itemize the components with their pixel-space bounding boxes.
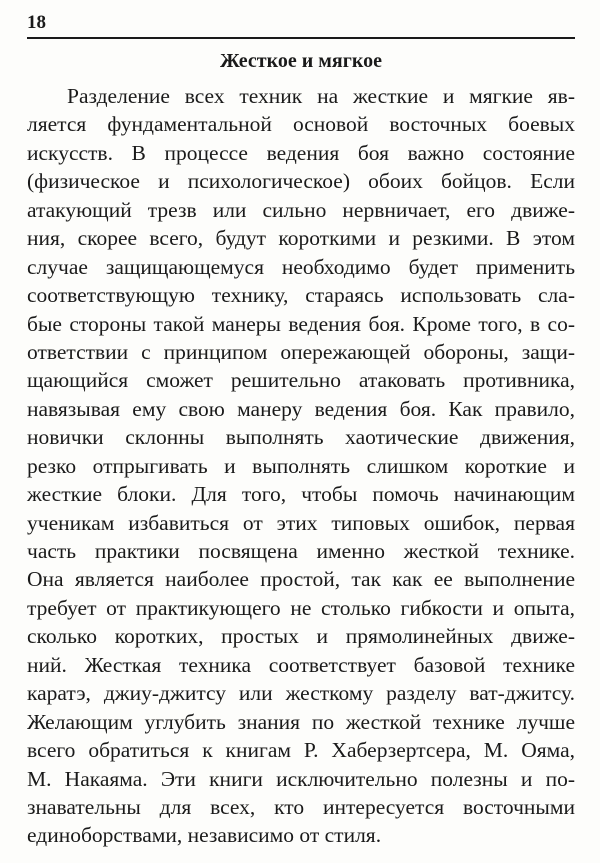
body-paragraph [27,82,575,850]
text-line: жесткие блоки. Для того, чтобы помочь начинающим [27,482,575,507]
text-line: соответствующую технику, стараясь использовать сла- [27,283,575,308]
text-line: Разделение всех техник на жесткие и мягкие яв- [67,84,575,108]
text-line: ний. Жесткая техника соответствует базовой технике [27,652,575,677]
text-line: новички склонны выполнять хаотические движения, [27,425,575,450]
text-line: щающийся сможет решительно атаковать противника, [27,368,575,393]
text-line: (физическое и психологическое) обоих бойцов. Если [27,169,575,194]
text-line: Желающим углубить знания по жесткой технике лучше [27,709,575,734]
header-rule [27,37,575,39]
text-line: случае защищающемуся необходимо будет применить [27,254,575,279]
text-line: единоборствами, независимо от стиля. [27,823,382,848]
text-line: ученикам избавиться от этих типовых ошибок, первая [27,510,575,535]
text-line: требует от практикующего не столько гибкости и опыта, [27,595,575,620]
text-line: знавательны для всех, кто интересуется восточными [27,794,575,819]
text-line: ляется фундаментальной основой восточных боевых [27,112,575,137]
text-line: часть практики посвящена именно жесткой технике. [27,539,575,563]
text-line: каратэ, джиу-джитсу или жесткому разделу ват-джитсу. [27,681,575,706]
text-line: искусств. В процессе ведения боя важно состояние [27,140,575,165]
text-line: резко отпрыгивать и выполнять слишком короткие и [27,453,575,478]
text-line: навязывая ему свою манеру ведения боя. Как правило, [27,396,575,421]
page-number: 18 [27,12,46,33]
text-line: бые стороны такой манеры ведения боя. Кроме того, в со- [27,311,575,336]
text-line: М. Накаяма. Эти книги исключительно полезны и по- [27,766,575,791]
text-line: всего обратиться к книгам Р. Хаберзертсера, М. Ояма, [27,738,575,763]
text-line: Она является наиболее простой, так как ее выполнение [27,567,575,592]
section-heading: Жесткое и мягкое [220,50,382,72]
text-line: сколько коротких, простых и прямолинейных движе- [27,624,575,649]
text-line: атакующий трезв или сильно нервничает, его движе- [27,197,575,222]
text-line: ответствии с принципом опережающей обороны, защи- [27,339,575,364]
text-line: ния, скорее всего, будут короткими и резкими. В этом [27,226,575,251]
